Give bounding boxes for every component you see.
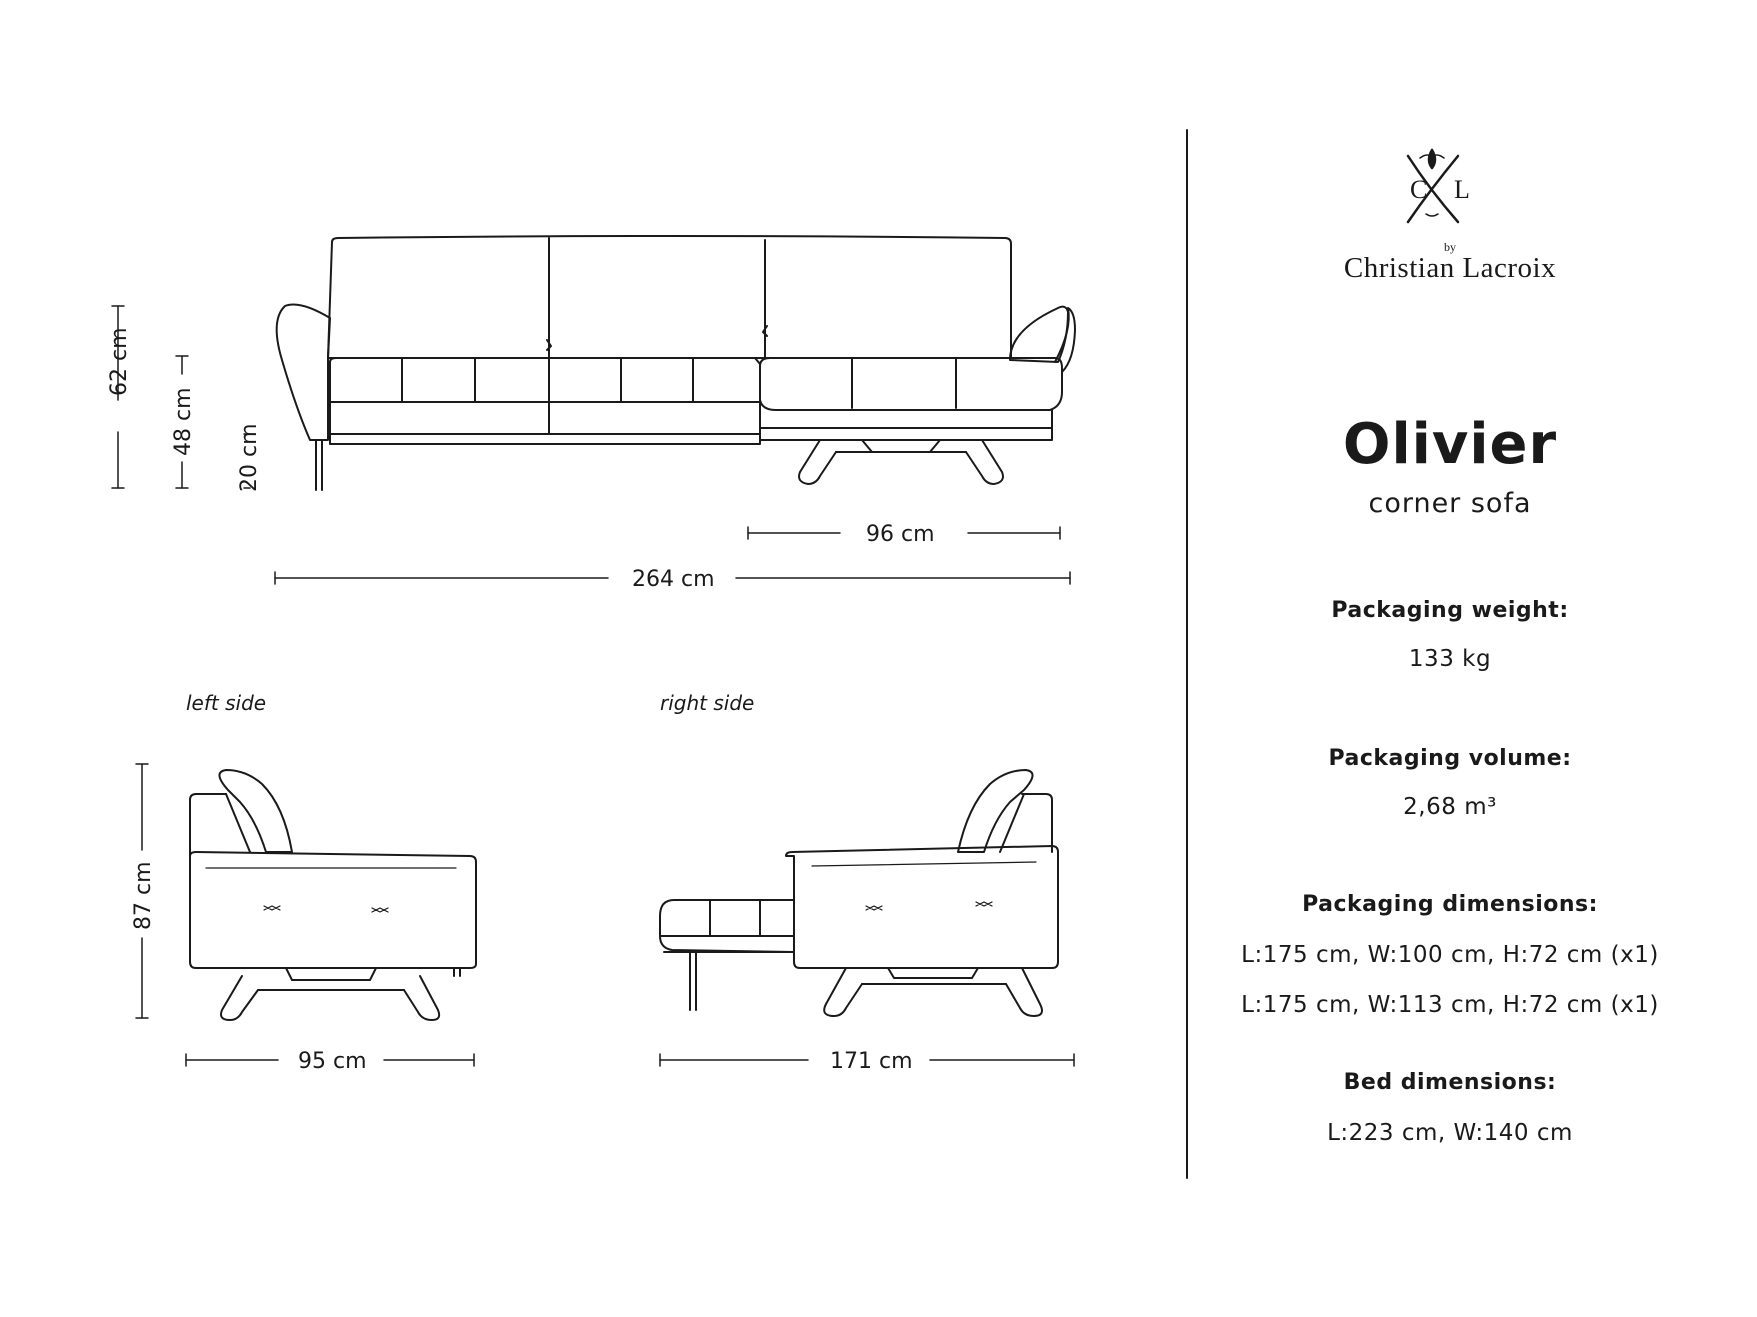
front-leg-frame — [799, 440, 1003, 484]
brand-by: by — [1444, 240, 1456, 254]
left-side-legs — [221, 976, 439, 1020]
right-side-back — [1022, 794, 1052, 852]
front-base-left — [330, 434, 760, 444]
dim-side-height: 87 cm — [131, 861, 156, 930]
monogram-l: L — [1454, 175, 1470, 204]
right-side-legs — [824, 968, 1042, 1016]
dim-right-depth: 171 cm — [830, 1049, 913, 1074]
packaging-volume-label: Packaging volume: — [1328, 746, 1572, 771]
packaging-weight-label: Packaging weight: — [1331, 598, 1569, 623]
front-backrest — [328, 236, 1011, 358]
front-base-chaise — [760, 410, 1052, 440]
left-side-sofa — [190, 770, 476, 1020]
monogram-c: C — [1410, 175, 1428, 204]
left-side-headrest — [219, 770, 292, 852]
side-dimensions — [136, 764, 1074, 1066]
product-type: corner sofa — [1368, 488, 1532, 519]
right-side-sofa — [660, 770, 1058, 1016]
right-side-headrest — [958, 770, 1033, 852]
left-side-body — [190, 852, 476, 968]
front-seat-chaise — [760, 358, 1062, 410]
right-side-chaise — [660, 900, 794, 952]
packaging-volume-value: 2,68 m³ — [1403, 794, 1497, 820]
packaging-dimensions-value-1: L:175 cm, W:100 cm, H:72 cm (x1) — [1241, 942, 1659, 968]
front-left-armrest — [277, 305, 330, 441]
dim-front-total-width: 264 cm — [632, 567, 715, 592]
front-seat-left — [330, 358, 760, 434]
bed-dimensions-value: L:223 cm, W:140 cm — [1327, 1120, 1573, 1146]
packaging-weight-value: 133 kg — [1408, 646, 1492, 672]
dim-front-height-total: 62 cm — [107, 327, 132, 396]
right-side-label: right side — [660, 691, 755, 715]
brand-name: Christian Lacroix — [1343, 252, 1557, 284]
left-side-label: left side — [186, 691, 267, 715]
left-side-back — [190, 794, 226, 856]
packaging-dimensions-value-2: L:175 cm, W:113 cm, H:72 cm (x1) — [1241, 992, 1659, 1018]
product-name: Olivier — [1342, 412, 1558, 477]
packaging-dimensions-label: Packaging dimensions: — [1302, 892, 1598, 917]
front-view-sofa — [277, 236, 1075, 490]
dim-left-depth: 95 cm — [298, 1049, 367, 1074]
dim-front-height-seat: 48 cm — [171, 387, 196, 456]
dim-front-height-legs: 20 cm — [237, 423, 262, 492]
bed-dimensions-label: Bed dimensions: — [1343, 1070, 1557, 1095]
dim-front-chaise-width: 96 cm — [866, 522, 935, 547]
